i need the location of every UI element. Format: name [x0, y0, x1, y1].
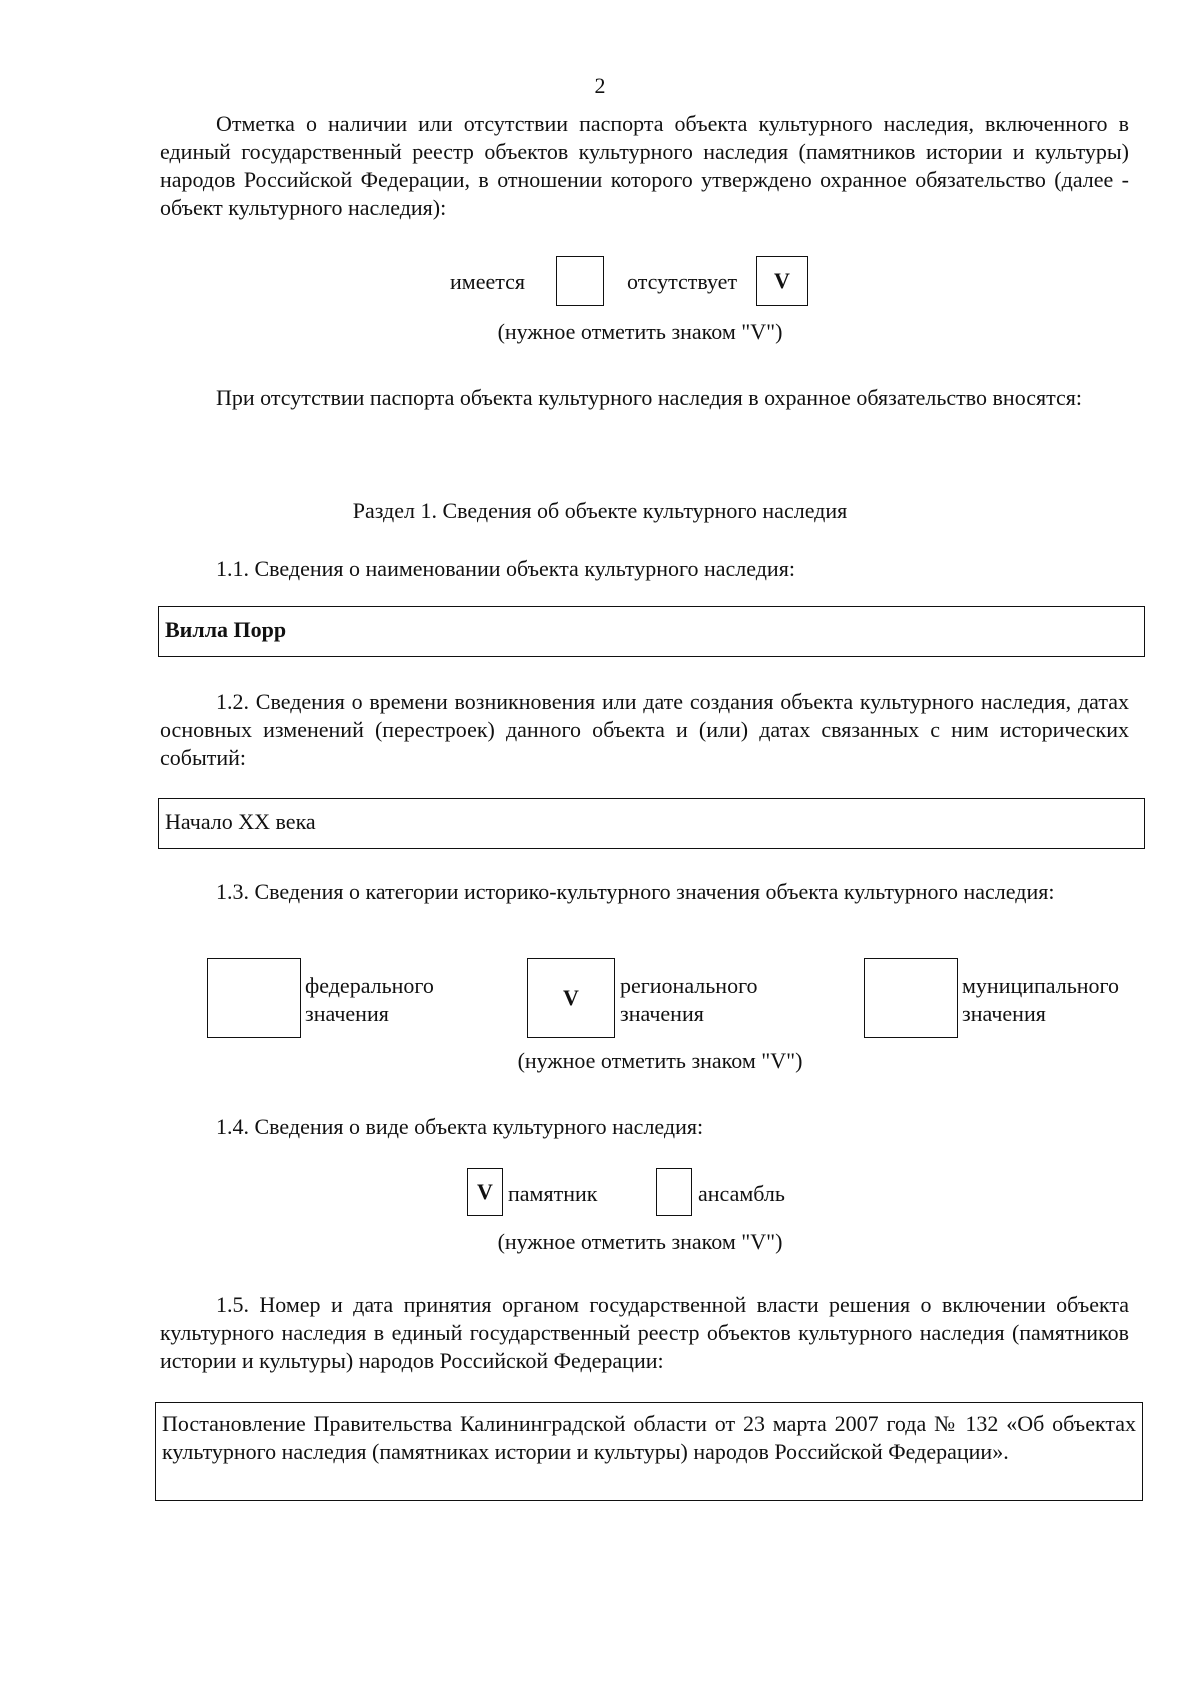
category-municipal-line2: значения — [962, 1001, 1046, 1026]
item-1-1-label: 1.1. Сведения о наименовании объекта культурного наследия: — [216, 556, 795, 581]
item-1-4-label: 1.4. Сведения о виде объекта культурного наследия: — [216, 1114, 704, 1139]
category-municipal-line1: муниципального — [962, 973, 1120, 998]
item-1-5-label: 1.5. Номер и дата принятия органом государственной власти решения о включении объекта культурного наследия в единый государственный реестр объектов культурного наследия (памятников истории и культуры) народов Российской Федерации: — [160, 1292, 1129, 1373]
category-regional-line1: регионального — [620, 973, 758, 998]
kind-monument-checkbox[interactable]: V — [467, 1168, 503, 1216]
absence-intro-paragraph: При отсутствии паспорта объекта культурного наследия в охранное обязательство вносятся: — [216, 385, 1083, 410]
category-municipal-checkbox[interactable] — [864, 958, 958, 1038]
passport-note-paragraph: Отметка о наличии или отсутствии паспорта объекта культурного наследия, включенного в единый государственный реестр объектов культурного наследия (памятников истории и культуры) народов Российской Федерации, в отношении которого утверждено охранное обязательство (далее - объект культурного наследия): — [160, 111, 1129, 220]
category-federal-checkbox[interactable] — [207, 958, 301, 1038]
object-name-field: Вилла Порр — [158, 606, 1145, 657]
kind-monument-label: памятник — [508, 1181, 598, 1206]
category-federal-line1: федерального — [305, 973, 434, 998]
item-1-2-label: 1.2. Сведения о времени возникновения или дате создания объекта культурного наследия, датах основных изменений (перестроек) данного объекта и (или) датах связанных с ним исторических событий: — [160, 689, 1129, 770]
registry-decision-field: Постановление Правительства Калининградской области от 23 марта 2007 года № 132 «Об объектах культурного наследия (памятниках истории и культуры) народов Российской Федерации». — [155, 1402, 1143, 1501]
kind-mark-hint: (нужное отметить знаком "V") — [497, 1229, 783, 1254]
kind-ensemble-checkbox[interactable] — [656, 1168, 692, 1216]
section1-title: Раздел 1. Сведения об объекте культурного наследия — [352, 498, 848, 523]
passport-has-label: имеется — [450, 269, 525, 294]
category-federal-line2: значения — [305, 1001, 389, 1026]
category-mark-hint: (нужное отметить знаком "V") — [517, 1048, 803, 1073]
category-regional-line2: значения — [620, 1001, 704, 1026]
passport-mark-hint: (нужное отметить знаком "V") — [497, 319, 783, 344]
category-regional-checkbox[interactable]: V — [527, 958, 615, 1038]
passport-absent-label: отсутствует — [627, 269, 738, 294]
page-number: 2 — [594, 73, 606, 98]
passport-absent-checkbox[interactable]: V — [756, 256, 808, 306]
passport-has-checkbox[interactable] — [556, 256, 604, 306]
object-date-field: Начало XX века — [158, 798, 1145, 849]
item-1-3-label: 1.3. Сведения о категории историко-культурного значения объекта культурного наследия: — [216, 879, 1055, 904]
kind-ensemble-label: ансамбль — [698, 1181, 785, 1206]
